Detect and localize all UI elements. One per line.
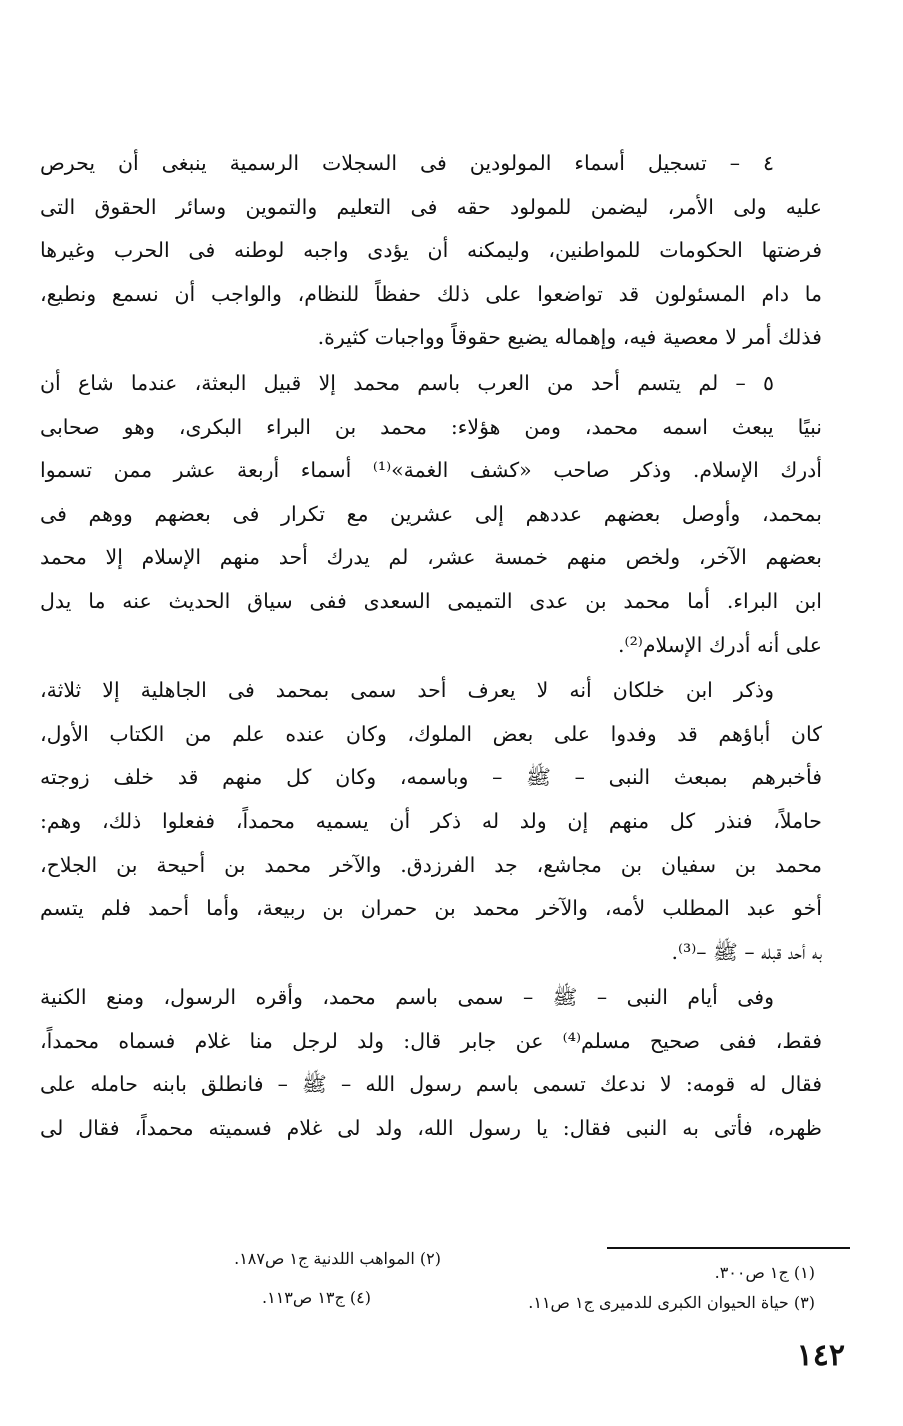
paragraph-5 (40, 362, 870, 667)
footnote-1: (١) ج١ ص٣٠٠. (714, 1263, 815, 1282)
body-text (40, 142, 870, 1151)
text-line: بعضهم الآخر، ولخص منهم خمسة عشر، لم يدرك أحد منهم الإسلام إلا محمد (40, 545, 822, 570)
text-line: فقال له قومه: لا ندعك تسمى باسم رسول الله – ﷺ – فانطلق بابنه حامله على (40, 1072, 822, 1097)
text-line: ظهره، فأتى به النبى فقال: يا رسول الله، ولد لى غلام فسميته محمداً، فقال لى (40, 1116, 822, 1141)
text-line: نبيًا يبعث اسمه محمد، ومن هؤلاء: محمد بن البراء البكرى، وهو صحابى (40, 414, 822, 439)
footnote-4: (٤) ج١٣ ص١١٣. (262, 1288, 371, 1307)
footnote-2: (٢) المواهب اللدنية ج١ ص١٨٧. (234, 1249, 441, 1268)
page-number: ١٤٢ (796, 1338, 845, 1373)
text-line: أخو عبد المطلب لأمه، والآخر محمد بن حمران بن ربيعة، وأما أحمد فلم يتسم (40, 896, 822, 921)
text-line: ما دام المسئولون قد تواضعوا على ذلك حفظاً للنظام، والواجب أن نسمع ونطيع، (40, 281, 822, 306)
paragraph-ibn-khallikan (40, 669, 870, 974)
text-line: فذلك أمر لا معصية فيه، وإهماله يضيع حقوقاً وواجبات كثيرة. (317, 325, 822, 350)
text-line: حاملاً، فنذر كل منهم إن ولد له ذكر أن يسميه محمداً، ففعلوا ذلك، وهم: (40, 808, 822, 833)
text-line: بمحمد، وأوصل بعضهم عددهم إلى عشرين مع تكرار فى بعضهم ووهم فى (40, 501, 822, 526)
text-line: أدرك الإسلام. وذكر صاحب «كشف الغمة»⁽¹⁾ أسماء أربعة عشر ممن تسموا (40, 458, 823, 483)
text-line: وذكر ابن خلكان أنه لا يعرف أحد سمى بمحمد فى الجاهلية إلا ثلاثة، (40, 678, 774, 703)
text-line: به أحد قبله – ﷺ –⁽³⁾. (671, 939, 822, 964)
text-line: ٥ – لم يتسم أحد من العرب باسم محمد إلا قبيل البعثة، عندما شاع أن (40, 370, 774, 395)
text-line: عليه ولى الأمر، ليضمن للمولود حقه فى التعليم والتموين وسائر الحقوق التى (40, 194, 822, 219)
footnote-divider (607, 1247, 850, 1249)
text-line: كان أباؤهم قد وفدوا على بعض الملوك، وكان عنده علم من الكتاب الأول، (40, 721, 822, 746)
text-line: فرضتها الحكومات للمواطنين، وليمكنه أن يؤدى واجبه لوطنه فى الحرب وغيرها (40, 238, 822, 263)
footnote-3: (٣) حياة الحيوان الكبرى للدميرى ج١ ص١١. (528, 1293, 815, 1312)
text-line: على أنه أدرك الإسلام⁽²⁾. (618, 632, 822, 657)
text-line: فقط، ففى صحيح مسلم⁽⁴⁾ عن جابر قال: ولد لرجل منا غلام فسماه محمداً، (40, 1028, 822, 1053)
paragraph-4 (40, 142, 870, 360)
text-line: محمد بن سفيان بن مجاشع، جد الفرزدق. والآخر محمد بن أحيحة بن الجلاح، (40, 852, 822, 877)
text-line: وفى أيام النبى – ﷺ – سمى باسم محمد، وأقره الرسول، ومنع الكنية (40, 985, 774, 1010)
text-line: ٤ – تسجيل أسماء المولودين فى السجلات الرسمية ينبغى أن يحرص (40, 151, 774, 175)
text-line: فأخبرهم بمبعث النبى – ﷺ – وباسمه، وكان كل منهم قد خلف زوجته (40, 765, 822, 790)
text-line: ابن البراء. أما محمد بن عدى التميمى السعدى ففى سياق الحديث عنه ما يدل (40, 588, 823, 613)
paragraph-prophet-days (40, 976, 870, 1150)
